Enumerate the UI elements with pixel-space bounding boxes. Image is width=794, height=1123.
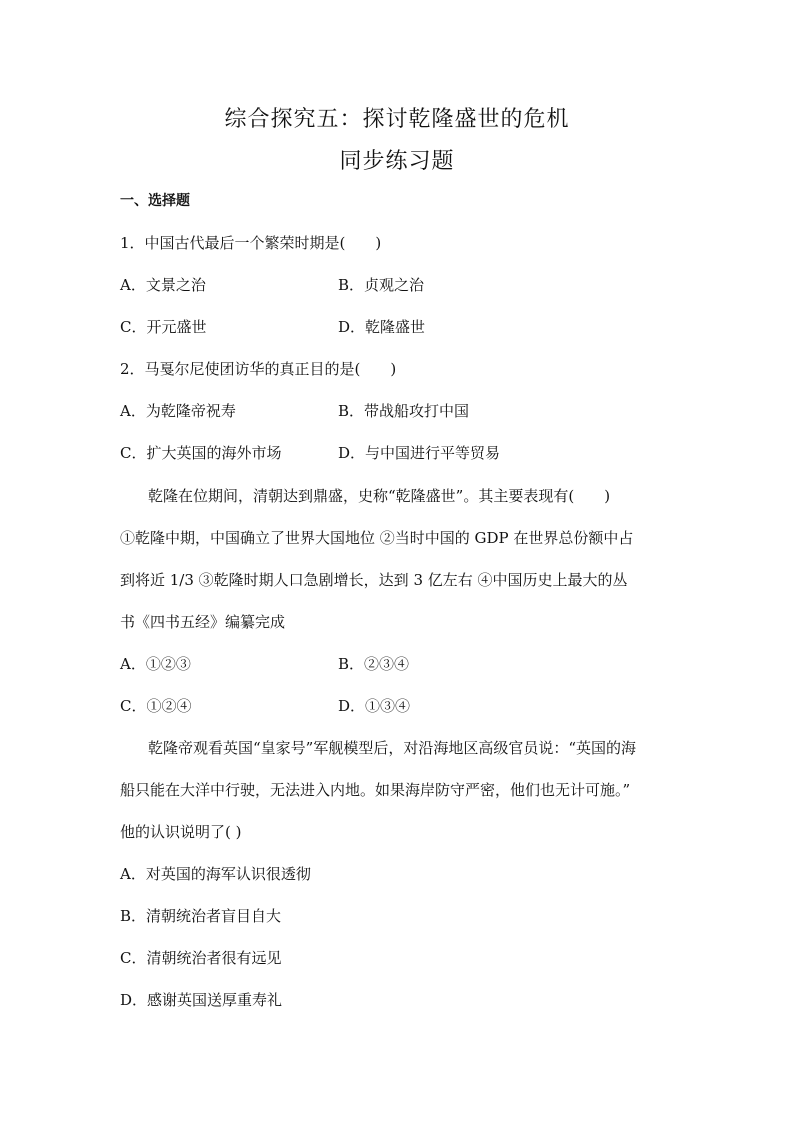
question-3-stem-line-3: 到将近 1/3 ③乾隆时期人口急剧增长，达到 3 亿左右 ④中国历史上最大的丛: [120, 571, 628, 589]
question-3-stem-line-2: ①乾隆中期，中国确立了世界大国地位 ②当时中国的 GDP 在世界总份额中占: [120, 529, 634, 547]
section-heading: 一、选择题: [120, 193, 190, 209]
question-2-option-d: D．与中国进行平等贸易: [338, 444, 501, 462]
question-1-stem: 1．中国古代最后一个繁荣时期是( ): [120, 234, 382, 252]
question-4-option-c: C．清朝统治者很有远见: [120, 949, 282, 967]
question-4-stem-line-1: 乾隆帝观看英国“皇家号”军舰模型后，对沿海地区高级官员说：“英国的海: [148, 739, 637, 757]
question-3-option-c: C．①②④: [120, 697, 192, 715]
question-3-option-d: D．①③④: [338, 697, 411, 715]
question-3-option-a: A．①②③: [120, 655, 191, 673]
question-2-option-c: C．扩大英国的海外市场: [120, 444, 282, 462]
question-2-option-a: A．为乾隆帝祝寿: [120, 402, 236, 420]
question-3-option-b: B．②③④: [338, 655, 410, 673]
question-1-option-b: B．贞观之治: [338, 276, 425, 294]
question-1-option-c: C．开元盛世: [120, 318, 207, 336]
question-4-option-b: B．清朝统治者盲目自大: [120, 907, 282, 925]
document-title: 综合探究五：探讨乾隆盛世的危机: [224, 107, 570, 132]
question-4-stem-line-3: 他的认识说明了( ): [120, 823, 242, 841]
question-4-option-a: A．对英国的海军认识很透彻: [120, 865, 311, 883]
question-1-option-a: A．文景之治: [120, 276, 206, 294]
question-4-stem-line-2: 船只能在大洋中行驶，无法进入内地。如果海岸防守严密，他们也无计可施。”: [120, 781, 631, 799]
question-2-option-b: B．带战船攻打中国: [338, 402, 470, 420]
document-subtitle: 同步练习题: [339, 149, 455, 174]
question-3-stem-line-4: 书《四书五经》编纂完成: [120, 613, 286, 631]
question-4-option-d: D．感谢英国送厚重寿礼: [120, 991, 283, 1009]
question-3-stem-line-1: 乾隆在位期间，清朝达到鼎盛，史称“乾隆盛世”。其主要表现有( ): [148, 487, 611, 505]
question-2-stem: 2．马戛尔尼使团访华的真正目的是( ): [120, 360, 397, 378]
question-1-option-d: D．乾隆盛世: [338, 318, 426, 336]
